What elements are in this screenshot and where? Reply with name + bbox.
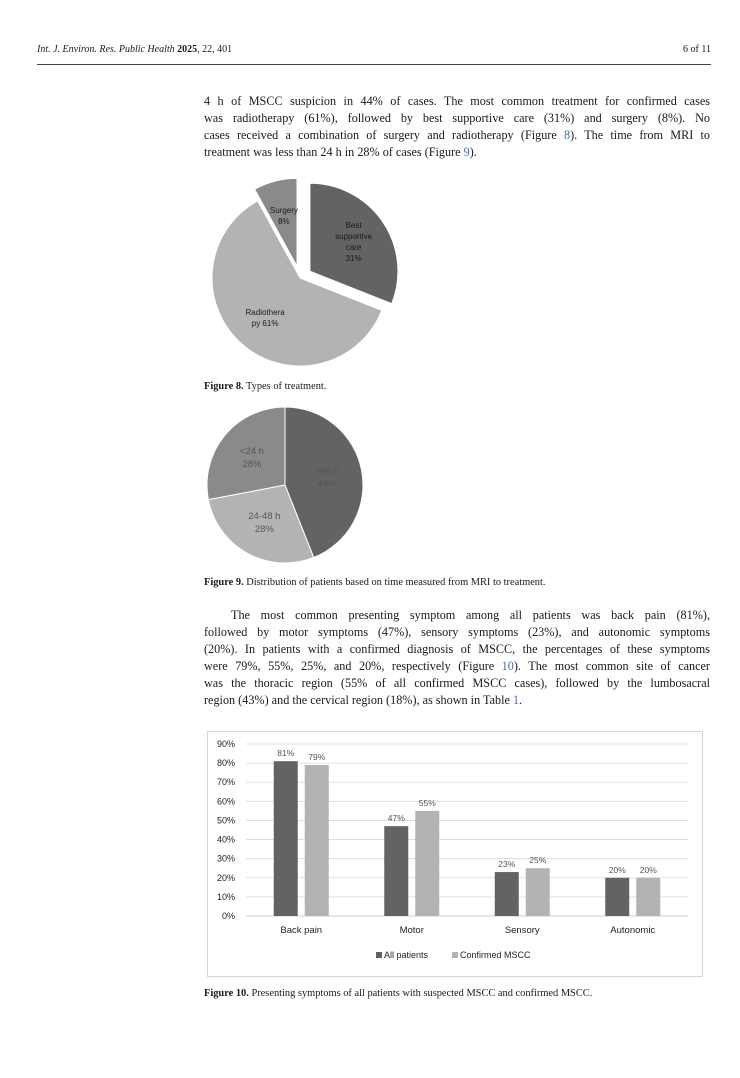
- bar-value-label: 20%: [639, 864, 657, 875]
- pie-label-24-48-h: 24-48 h: [248, 511, 281, 523]
- pie-label-best-supportive-care: supportive: [335, 232, 373, 242]
- figure-9-caption: [204, 577, 545, 588]
- bar-confirmed-mscc-back-pain: [305, 765, 329, 916]
- page-number: 6 of 11: [683, 44, 711, 55]
- pie-label-24-48-h: 28%: [254, 524, 274, 536]
- paragraph-2: [204, 607, 710, 709]
- legend-swatch: [452, 952, 458, 958]
- y-tick-label: 70%: [216, 777, 235, 788]
- figure-8-link[interactable]: 8: [564, 128, 571, 142]
- y-tick-label: 10%: [216, 891, 235, 902]
- bar-all-patients-autonomic: [605, 878, 629, 916]
- x-category-label: Sensory: [504, 925, 540, 936]
- paragraph-line: The most common presenting symptom among all patients was back pain (81%),: [231, 608, 710, 622]
- journal-year: 2025: [177, 44, 198, 55]
- figure-10-chart-frame: [207, 731, 703, 977]
- figure-10-link[interactable]: 10: [501, 659, 514, 673]
- y-tick-label: 20%: [216, 872, 235, 883]
- paragraph-line: [204, 144, 710, 161]
- paragraph-line: (20%). In patients with a confirmed diagnosis of MSCC, the percentages of these symptoms: [204, 642, 710, 656]
- bar-value-label: 23%: [498, 859, 516, 870]
- bar-value-label: 20%: [608, 864, 626, 875]
- bar-all-patients-sensory: [495, 872, 519, 916]
- paragraph-line: [204, 658, 710, 675]
- pie-label-surgery: 8%: [278, 216, 290, 226]
- figure-9-pie-chart: [195, 404, 385, 570]
- pie-label-radiotherapy: py 61%: [251, 319, 279, 329]
- bar-value-label: 79%: [308, 752, 326, 763]
- y-tick-label: 90%: [216, 739, 235, 749]
- bar-confirmed-mscc-sensory: [526, 868, 550, 916]
- x-category-label: Motor: [399, 925, 424, 936]
- y-tick-label: 80%: [216, 758, 235, 769]
- pie-label-best-supportive-care: 31%: [345, 254, 362, 264]
- line-text: .: [519, 693, 523, 707]
- running-header: [37, 44, 711, 64]
- paragraph-1: [204, 93, 710, 161]
- y-tick-label: 30%: [216, 853, 235, 864]
- pie-label-best-supportive-care: care: [345, 243, 362, 253]
- bar-value-label: 55%: [418, 797, 436, 808]
- legend-swatch: [376, 952, 382, 958]
- table-1-link[interactable]: 1: [512, 693, 520, 707]
- paragraph-line: was the thoracic region (55% of all confirmed MSCC cases), followed by the lumbosacral: [204, 676, 710, 690]
- pie-label-surgery: Surgery: [269, 205, 298, 215]
- bar-value-label: 25%: [529, 855, 547, 866]
- caption-label: Figure 8.: [204, 381, 244, 392]
- paragraph-line: followed by motor symptoms (47%), sensory symptoms (23%), and autonomic symptoms: [204, 625, 710, 639]
- line-text: treatment was less than 24 h in 28% of cases (Figure: [204, 145, 464, 159]
- paragraph-line: [204, 692, 710, 709]
- legend-label: All patients: [384, 950, 429, 960]
- journal-citation: [37, 44, 232, 55]
- pie-label-24-h: 28%: [242, 459, 262, 471]
- caption-label: Figure 10.: [204, 988, 249, 999]
- paragraph-line: was radiotherapy (61%), followed by best supportive care (31%) and surgery (8%). No: [204, 111, 710, 125]
- caption-text: Distribution of patients based on time measured from MRI to treatment.: [243, 577, 546, 588]
- line-text: region (43%) and the cervical region (18%), as shown in Table: [204, 693, 513, 707]
- bar-all-patients-motor: [384, 826, 408, 916]
- figure-9-link[interactable]: 9: [463, 145, 470, 159]
- line-text: ). The time from MRI to: [570, 128, 710, 142]
- paragraph-line: 4 h of MSCC suspicion in 44% of cases. The most common treatment for confirmed cases: [204, 94, 710, 108]
- bar-confirmed-mscc-motor: [415, 811, 439, 916]
- y-tick-label: 40%: [216, 834, 235, 845]
- figure-10-bar-chart: [208, 732, 702, 976]
- x-category-label: Back pain: [280, 925, 323, 936]
- pie-label-radiotherapy: Radiothera: [245, 308, 285, 318]
- caption-label: Figure 9.: [204, 577, 244, 588]
- bar-confirmed-mscc-autonomic: [636, 878, 660, 916]
- line-text: were 79%, 55%, 25%, and 20%, respectively (Figure: [204, 659, 502, 673]
- x-category-label: Autonomic: [610, 925, 656, 936]
- pie-label-best-supportive-care: Best: [345, 221, 362, 231]
- paragraph-line: [204, 127, 710, 144]
- pie-label-48-h: >48 h: [315, 465, 340, 477]
- journal-volume: , 22, 401: [197, 44, 233, 55]
- bar-value-label: 81%: [277, 748, 295, 759]
- bar-value-label: 47%: [387, 813, 405, 824]
- y-tick-label: 60%: [216, 796, 235, 807]
- caption-text: Presenting symptoms of all patients with suspected MSCC and confirmed MSCC.: [248, 988, 593, 999]
- line-text: ). The most common site of cancer: [513, 659, 710, 673]
- figure-8-caption: [204, 381, 326, 392]
- y-tick-label: 0%: [221, 911, 235, 921]
- figure-10-caption: [204, 988, 592, 999]
- y-tick-label: 50%: [216, 815, 235, 826]
- legend-label: Confirmed MSCC: [460, 950, 531, 960]
- line-text: ).: [469, 145, 477, 159]
- line-text: cases received a combination of surgery and radiotherapy (Figure: [204, 128, 565, 142]
- bar-all-patients-back-pain: [274, 761, 298, 916]
- pie-label-48-h: 44%: [317, 478, 337, 490]
- header-divider: [37, 64, 711, 65]
- figure-8-pie-chart: [195, 178, 405, 378]
- caption-text: Types of treatment.: [243, 381, 327, 392]
- journal-name: Int. J. Environ. Res. Public Health: [37, 44, 175, 55]
- pie-label-24-h: <24 h: [239, 446, 264, 458]
